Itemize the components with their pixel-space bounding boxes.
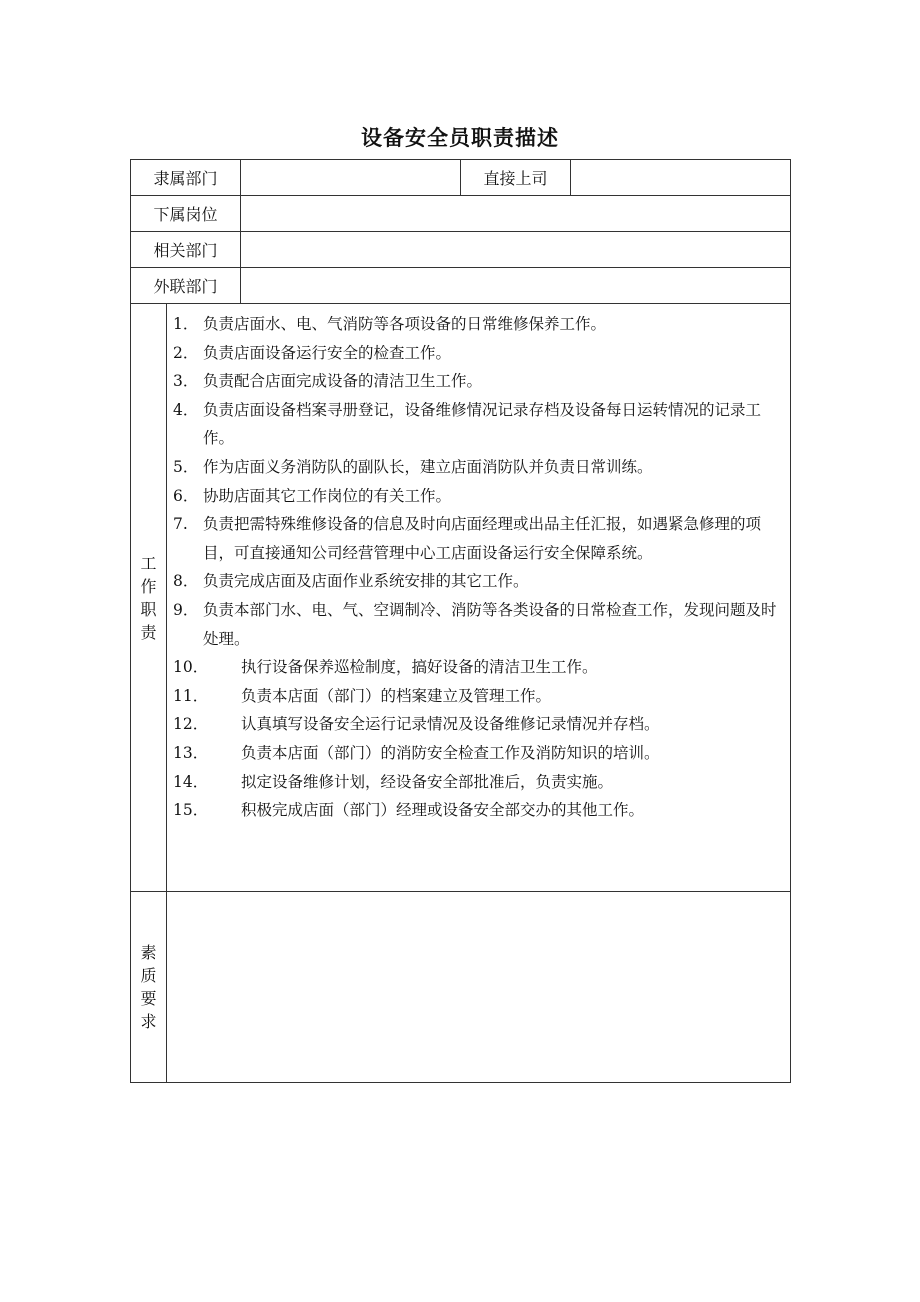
duty-number: 10．: [173, 658, 209, 677]
duty-item: [173, 367, 784, 396]
subordinate-label: 下属岗位: [131, 196, 241, 232]
duties-label-char: 作: [140, 576, 157, 596]
duty-item: [173, 768, 784, 797]
duty-text: 负责店面水、电、气消防等各项设备的日常维修保养工作。: [203, 315, 607, 333]
related-row: [131, 232, 791, 268]
duty-item: [173, 396, 784, 453]
quality-row: [131, 892, 791, 1083]
document-title: 设备安全员职责描述: [361, 125, 559, 150]
duties-label: [131, 304, 167, 892]
quality-label: [131, 892, 167, 1083]
duties-list: [167, 304, 791, 892]
duty-text: 负责本店面（部门）的消防安全检查工作及消防知识的培训。: [241, 743, 660, 762]
supervisor-value[interactable]: [571, 160, 791, 196]
duty-text: 负责本店面（部门）的档案建立及管理工作。: [241, 686, 552, 705]
related-label: 相关部门: [131, 232, 241, 268]
related-value[interactable]: [241, 232, 791, 268]
duty-item: [173, 682, 784, 711]
duty-text: 作为店面义务消防队的副队长，建立店面消防队并负责日常训练。: [203, 457, 653, 476]
quality-label-char: 求: [140, 1012, 157, 1031]
duty-number: 9．: [173, 600, 199, 619]
duty-text: 负责本部门水、电、气、空调制冷、消防等各类设备的日常检查工作，发现问题及时处理。: [203, 600, 777, 648]
duties-row: [131, 304, 791, 892]
duty-item: [173, 567, 784, 596]
duty-text: 认真填写设备安全运行记录情况及设备维修记录情况并存档。: [241, 715, 660, 734]
duty-number: 4．: [173, 400, 199, 419]
subordinate-row: [131, 196, 791, 232]
quality-label-char: 要: [140, 989, 157, 1008]
duty-number: 13．: [173, 743, 209, 762]
duties-label-char: 工: [140, 553, 157, 573]
duty-number: 14．: [173, 772, 209, 791]
duty-text: 负责把需特殊维修设备的信息及时向店面经理或出品主任汇报，如遇紧急修理的项目，可直接通知公司经营管理中心工店面设备运行安全保障系统。: [203, 515, 762, 562]
duty-number: 8．: [173, 572, 199, 591]
duty-text: 负责店面设备档案寻册登记，设备维修情况记录存档及设备每日运转情况的记录工作。: [203, 400, 762, 448]
external-label: 外联部门: [131, 268, 241, 304]
job-description-table: [130, 159, 791, 1083]
duty-item: [173, 653, 784, 682]
duty-item: [173, 339, 784, 368]
duty-item: [173, 310, 784, 339]
duties-label-char: 责: [140, 622, 157, 642]
duty-text: 负责完成店面及店面作业系统安排的其它工作。: [203, 572, 529, 591]
duty-number: 1．: [173, 315, 199, 333]
duty-text: 执行设备保养巡检制度，搞好设备的清洁卫生工作。: [241, 658, 598, 677]
duty-item: [173, 482, 784, 511]
duty-text: 负责店面设备运行安全的检查工作。: [203, 343, 452, 362]
duty-item: [173, 710, 784, 739]
supervisor-label: 直接上司: [461, 160, 571, 196]
department-label: 隶属部门: [131, 160, 241, 196]
duty-text: 协助店面其它工作岗位的有关工作。: [203, 486, 452, 505]
duties-label-char: 职: [140, 599, 157, 619]
duty-number: 15．: [173, 801, 209, 820]
duty-number: 3．: [173, 372, 199, 391]
duty-number: 2．: [173, 343, 199, 362]
quality-label-char: 质: [140, 966, 157, 985]
duty-text: 拟定设备维修计划，经设备安全部批准后，负责实施。: [241, 772, 614, 791]
duty-number: 5．: [173, 457, 199, 476]
duty-number: 7.: [173, 515, 188, 534]
duty-number: 6．: [173, 486, 199, 505]
duty-number: 12．: [173, 715, 209, 734]
quality-label-char: 素: [140, 943, 157, 962]
department-value[interactable]: [241, 160, 461, 196]
external-value[interactable]: [241, 268, 791, 304]
duty-item: [173, 453, 784, 482]
duty-item: [173, 739, 784, 768]
duty-text: 负责配合店面完成设备的清洁卫生工作。: [203, 372, 483, 391]
department-row: [131, 160, 791, 196]
duty-item: [173, 796, 784, 825]
duty-item: [173, 510, 784, 567]
subordinate-value[interactable]: [241, 196, 791, 232]
duty-item: [173, 596, 784, 653]
quality-value[interactable]: [167, 892, 791, 1083]
duty-text: 积极完成店面（部门）经理或设备安全部交办的其他工作。: [241, 801, 645, 820]
duty-number: 11．: [173, 686, 209, 705]
external-row: [131, 268, 791, 304]
